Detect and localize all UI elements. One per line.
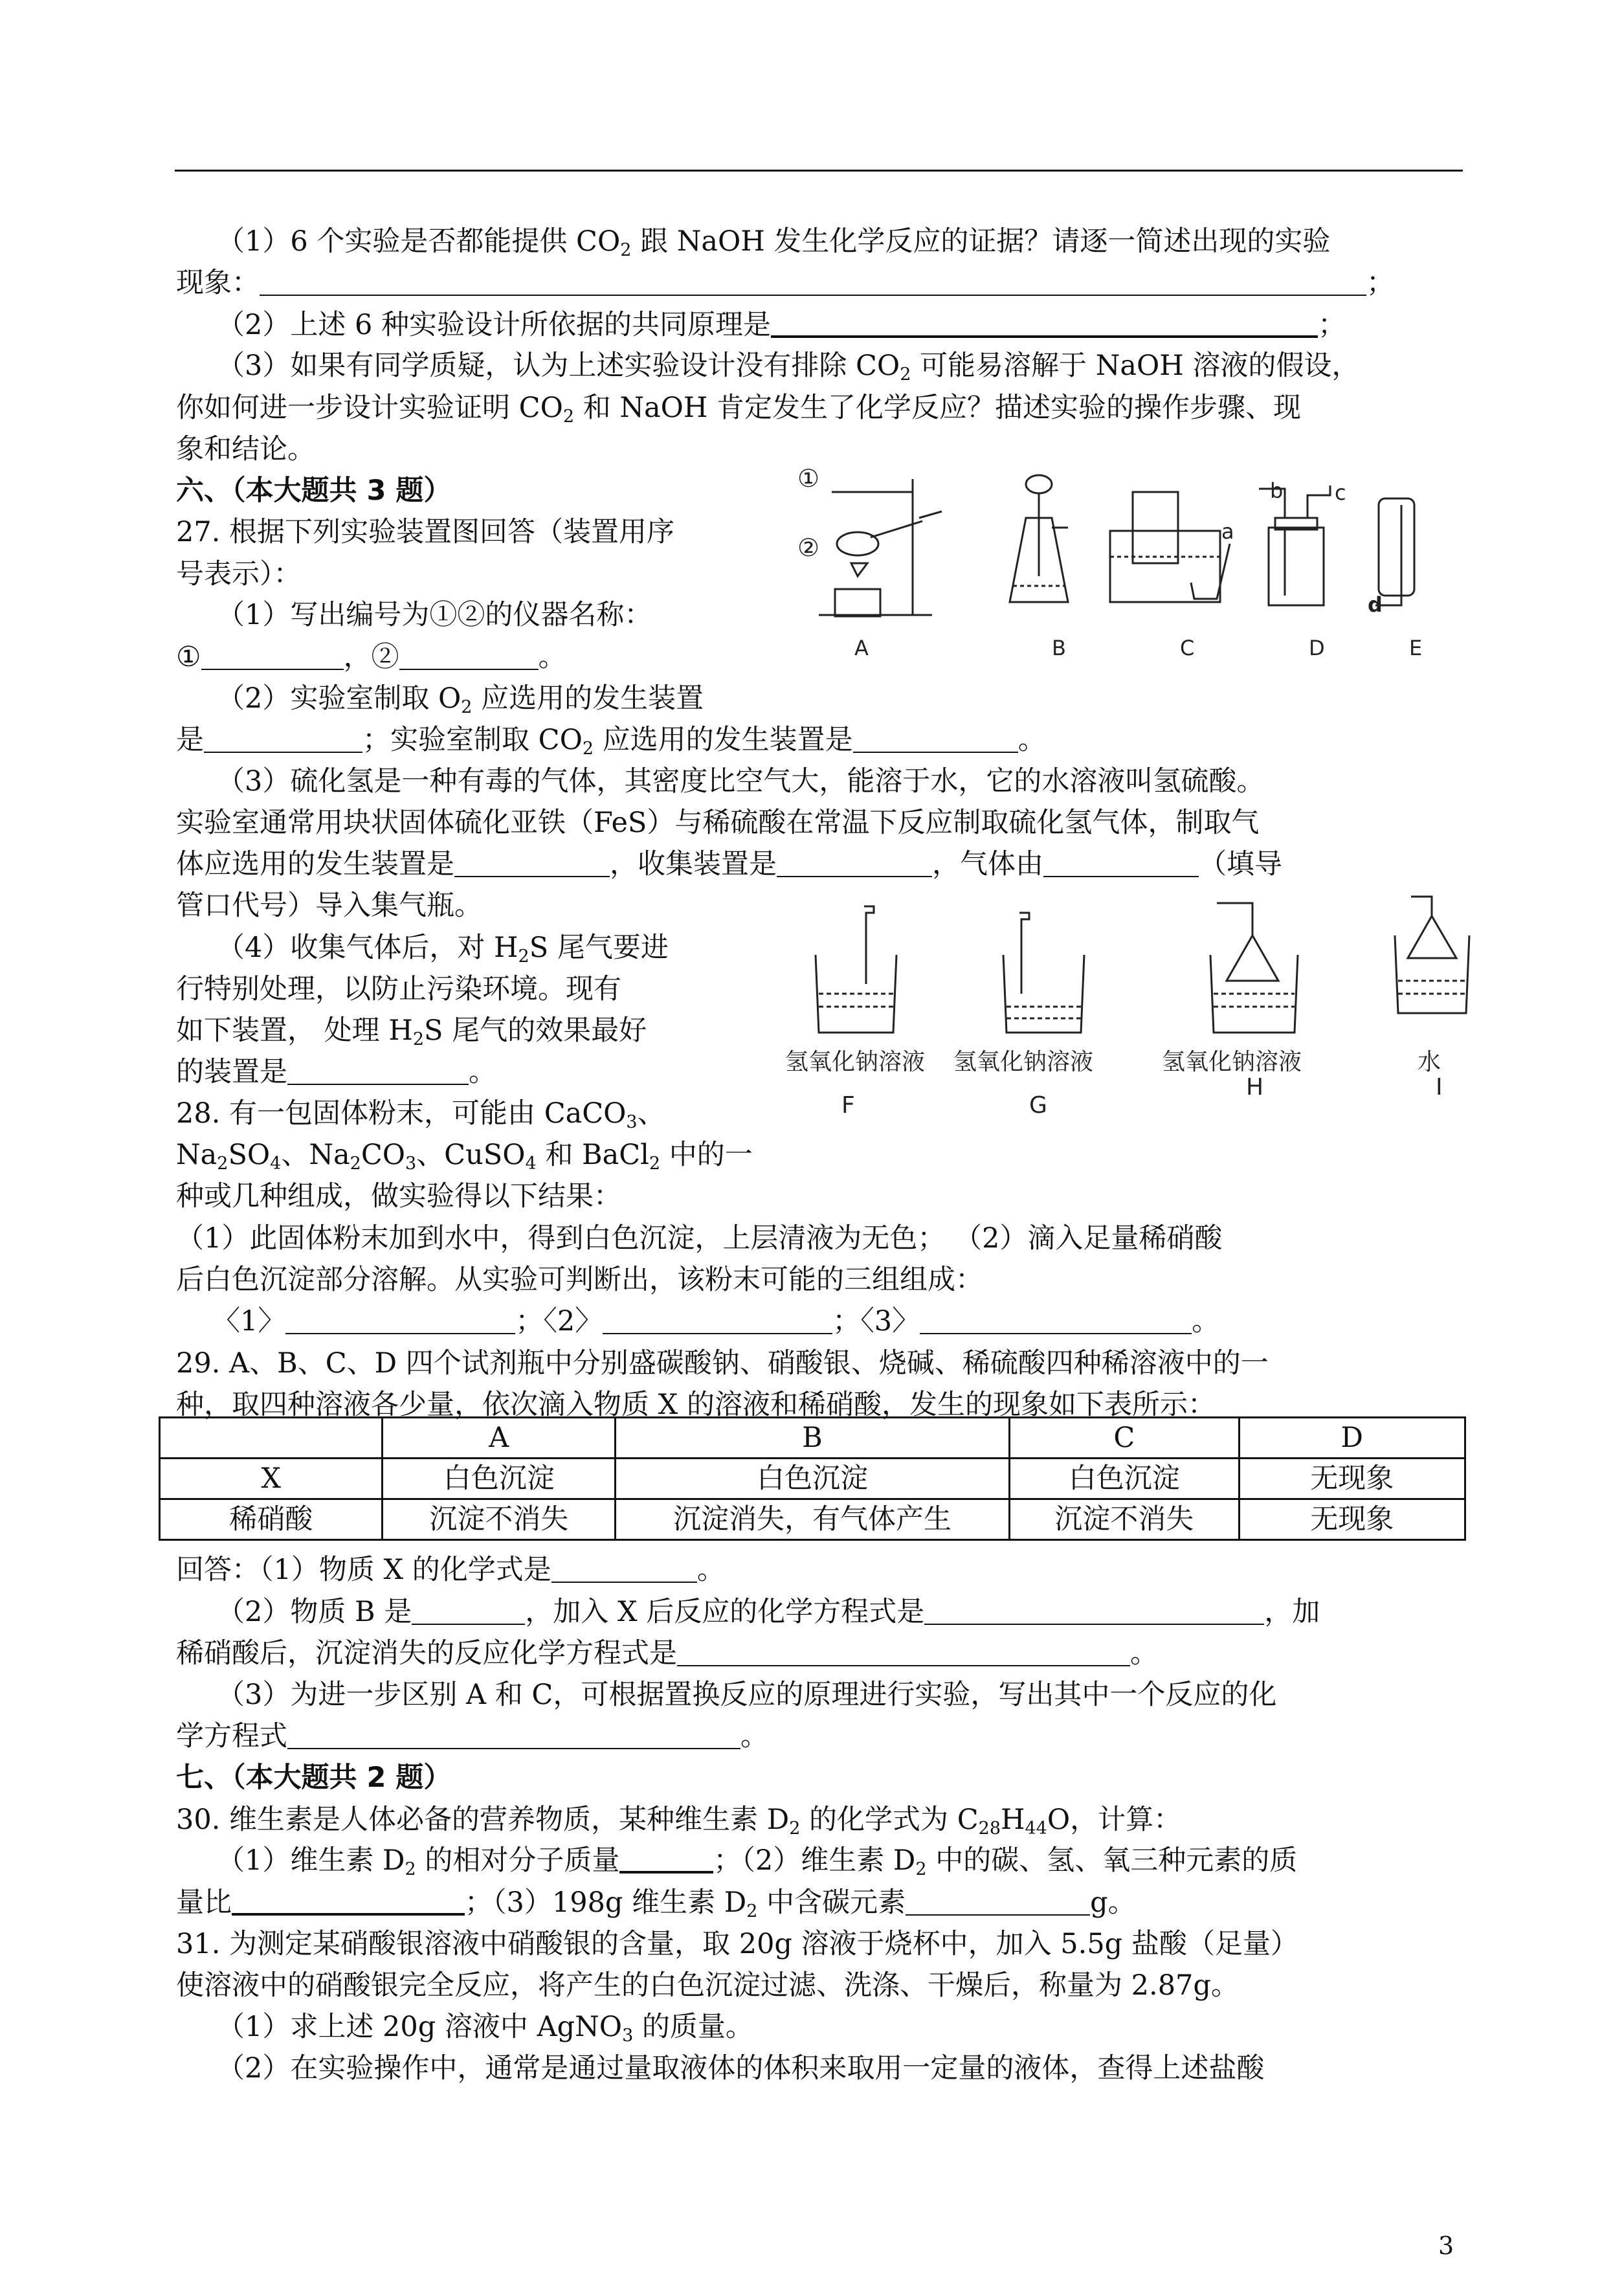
caption-H: 氢氧化钠溶液 xyxy=(1162,1049,1302,1075)
apparatus-figure-bottom xyxy=(764,897,1476,1046)
answer-blank[interactable] xyxy=(260,273,1366,296)
results-table xyxy=(159,1416,1466,1541)
q29-answer-1: 回答：（1）物质 X 的化学式是 。 xyxy=(176,1554,725,1586)
answer-blank[interactable] xyxy=(285,1311,515,1334)
table-cell: D xyxy=(1239,1418,1465,1459)
answer-blank[interactable] xyxy=(399,647,539,670)
caption-I: 水 xyxy=(1418,1049,1441,1075)
table-cell: 无现象 xyxy=(1239,1499,1465,1540)
circle-1-marker: ① xyxy=(797,464,820,493)
q31-line-2: 使溶液中的硝酸银完全反应，将产生的白色沉淀过滤、洗涤、干燥后，称量为 2.87g。 xyxy=(176,1969,1239,2002)
apparatus-D xyxy=(1259,486,1330,605)
q27-line-4: ① ，② 。 xyxy=(176,641,566,673)
q27-line-1: 27. 根据下列实验装置图回答（装置用序 xyxy=(176,516,675,548)
apparatus-label-E: E xyxy=(1409,636,1423,660)
q26-line-4: （3）如果有同学质疑，认为上述实验设计没有排除 $CO_2$ 可能易溶解于 NaOH 溶液的假设， xyxy=(217,350,1360,385)
answer-blank[interactable] xyxy=(412,1602,525,1625)
q29-line-1: 29. A、B、C、D 四个试剂瓶中分别盛碳酸钠、硝酸银、烧碱、稀硫酸四种稀溶液中的一 xyxy=(176,1347,1269,1380)
q27-line-3: （1）写出编号为①②的仪器名称： xyxy=(217,599,652,631)
q29-answer-5: 学方程式 。 xyxy=(176,1720,768,1752)
apparatus-H xyxy=(1210,903,1298,1033)
q27-line-5: （2）实验室制取 $O_2$ 应选用的发生装置 xyxy=(217,682,704,717)
table-cell: B xyxy=(615,1418,1009,1459)
answer-blank[interactable] xyxy=(232,1891,465,1916)
answer-blank[interactable] xyxy=(924,1602,1264,1625)
q26-line-6: 象和结论。 xyxy=(176,433,315,465)
port-a-label: a xyxy=(1221,519,1234,544)
table-cell: X xyxy=(160,1459,383,1499)
table-cell: A xyxy=(383,1418,615,1459)
q27-line-2: 号表示）： xyxy=(176,558,302,590)
page-number: 3 xyxy=(1438,2231,1454,2260)
table-cell: 白色沉淀 xyxy=(383,1459,615,1499)
table-cell: 沉淀不消失 xyxy=(1010,1499,1239,1540)
table-cell: C xyxy=(1010,1418,1239,1459)
q26-line-2: 现象： ； xyxy=(176,267,1394,299)
port-d-label: d xyxy=(1368,592,1383,617)
apparatus-I xyxy=(1395,897,1469,1013)
answer-blank[interactable] xyxy=(777,854,932,877)
q27-line-14: 的装置是 。 xyxy=(176,1056,496,1088)
q28-line-1: 28. 有一包固体粉末，可能由 CaCO$_3$、 xyxy=(176,1097,665,1132)
apparatus-label-C: C xyxy=(1180,636,1195,660)
q30-line-2: （1）维生素 $D_2$ 的相对分子质量 ；（2）维生素 $D_2$ 中的碳、氢、氧三种元素的质 xyxy=(217,1844,1298,1879)
table-row xyxy=(160,1499,1465,1540)
q30-line-3: 量比 ；（3）198g 维生素 $D_2$ 中含碳元素 g。 xyxy=(176,1886,1136,1921)
q27-line-13: 如下装置， 处理 $H_2S$ 尾气的效果最好 xyxy=(176,1014,647,1049)
q31-line-3: （1）求上述 20g 溶液中 AgNO$_3$ 的质量。 xyxy=(217,2011,753,2046)
q27-line-7: （3）硫化氢是一种有毒的气体，其密度比空气大，能溶于水，它的水溶液叫氢硫酸。 xyxy=(217,765,1265,798)
section-6-heading: 六、（本大题共 3 题） xyxy=(176,475,452,507)
table-cell: 白色沉淀 xyxy=(615,1459,1009,1499)
answer-blank[interactable] xyxy=(619,1849,713,1874)
port-c-label: c xyxy=(1335,480,1346,505)
table-cell xyxy=(160,1418,383,1459)
q29-line-2: 种，取四种溶液各少量，依次滴入物质 X 的溶液和稀硝酸，发生的现象如下表所示： xyxy=(176,1389,1216,1421)
q31-line-4: （2）在实验操作中，通常是通过量取液体的体积来取用一定量的液体，查得上述盐酸 xyxy=(217,2052,1265,2085)
table-header-row xyxy=(160,1418,1465,1459)
q29-answer-4: （3）为进一步区别 A 和 C，可根据置换反应的原理进行实验，写出其中一个反应的化 xyxy=(217,1679,1277,1711)
q30-line-1: 30. 维生素是人体必备的营养物质，某种维生素 $D_2$ 的化学式为 $C_{28}H_{44}O$，计算： xyxy=(176,1804,1182,1839)
q28-line-4: （1）此固体粉末加到水中，得到白色沉淀，上层清液为无色； （2）滴入足量稀硝酸 xyxy=(176,1222,1223,1255)
answer-blank[interactable] xyxy=(771,313,1318,338)
answer-blank[interactable] xyxy=(287,1726,740,1749)
table-cell: 白色沉淀 xyxy=(1010,1459,1239,1499)
answer-blank[interactable] xyxy=(920,1311,1192,1334)
answer-blank[interactable] xyxy=(853,730,1018,753)
answer-blank[interactable] xyxy=(906,1892,1090,1916)
apparatus-B xyxy=(1010,475,1068,602)
q27-line-8: 实验室通常用块状固体硫化亚铁（FeS）与稀硫酸在常温下反应制取硫化氢气体，制取气 xyxy=(176,807,1260,839)
circle-2-marker: ② xyxy=(797,533,820,562)
q27-line-12: 行特别处理，以防止污染环境。现有 xyxy=(176,973,621,1005)
q31-line-1: 31. 为测定某硝酸银溶液中硝酸银的含量，取 20g 溶液于烧杯中，加入 5.5g 盐酸（足量） xyxy=(176,1928,1298,1960)
answer-blank[interactable] xyxy=(287,1062,469,1085)
apparatus-figure-top xyxy=(796,466,1443,680)
q27-line-10: 管口代号）导入集气瓶。 xyxy=(176,889,482,922)
apparatus-C xyxy=(1110,492,1230,602)
q27-line-11: （4）收集气体后，对 $H_2S$ 尾气要进 xyxy=(217,932,669,967)
table-cell: 稀硝酸 xyxy=(160,1499,383,1540)
apparatus-F xyxy=(816,906,896,1033)
table-row xyxy=(160,1459,1465,1499)
q26-line-3: （2）上述 6 种实验设计所依据的共同原理是 ； xyxy=(217,309,1346,341)
q26-line-5: 你如何进一步设计实验证明 $CO_2$ 和 NaOH 肯定发生了化学反应？描述实验的操作步骤、现 xyxy=(176,392,1302,427)
answer-blank[interactable] xyxy=(204,730,362,753)
q28-line-6: 〈1〉 ；〈2〉 ；〈3〉 。 xyxy=(212,1305,1220,1337)
section-7-heading: 七、（本大题共 2 题） xyxy=(176,1762,452,1794)
apparatus-label-F: F xyxy=(841,1092,855,1119)
table-cell: 沉淀不消失 xyxy=(383,1499,615,1540)
answer-blank[interactable] xyxy=(201,647,344,670)
header-rule xyxy=(175,170,1463,172)
q28-line-3: 种或几种组成，做实验得以下结果： xyxy=(176,1180,621,1213)
port-b-label: b xyxy=(1270,478,1284,503)
apparatus-label-A: A xyxy=(854,636,869,660)
apparatus-label-I: I xyxy=(1436,1074,1443,1101)
q28-line-2: $Na_2SO_4$、$Na_2CO_3$、CuSO$_4$ 和 BaCl$_2$ 中的一 xyxy=(176,1139,753,1174)
answer-blank[interactable] xyxy=(677,1643,1130,1666)
answer-blank[interactable] xyxy=(551,1560,697,1583)
table-cell: 沉淀消失，有气体产生 xyxy=(615,1499,1009,1540)
answer-blank[interactable] xyxy=(1043,854,1199,877)
apparatus-E xyxy=(1375,498,1414,605)
caption-G: 氢氧化钠溶液 xyxy=(953,1049,1094,1075)
caption-F: 氢氧化钠溶液 xyxy=(785,1049,926,1075)
q29-answer-2: （2）物质 B 是 ，加入 X 后反应的化学方程式是 ，加 xyxy=(217,1596,1320,1628)
table-cell: 无现象 xyxy=(1239,1459,1465,1499)
apparatus-label-G: G xyxy=(1029,1092,1047,1119)
q27-line-6: 是 ；实验室制取 $CO_2$ 应选用的发生装置是 。 xyxy=(176,724,1046,759)
apparatus-label-B: B xyxy=(1052,636,1066,660)
answer-blank[interactable] xyxy=(454,854,610,877)
apparatus-A xyxy=(819,479,942,616)
apparatus-label-D: D xyxy=(1309,636,1325,660)
q28-line-5: 后白色沉淀部分溶解。从实验可判断出，该粉末可能的三组组成： xyxy=(176,1264,983,1296)
q26-line-1: （1）6 个实验是否都能提供 $CO_2$ 跟 NaOH 发生化学反应的证据？请逐一简述出现的实验 xyxy=(217,225,1331,260)
q29-answer-3: 稀硝酸后，沉淀消失的反应化学方程式是 。 xyxy=(176,1637,1158,1670)
apparatus-G xyxy=(1003,913,1084,1033)
q27-line-9: 体应选用的发生装置是 ，收集装置是 ，气体由 （填导 xyxy=(176,848,1282,880)
answer-blank[interactable] xyxy=(603,1311,832,1334)
apparatus-label-H: H xyxy=(1246,1074,1264,1101)
